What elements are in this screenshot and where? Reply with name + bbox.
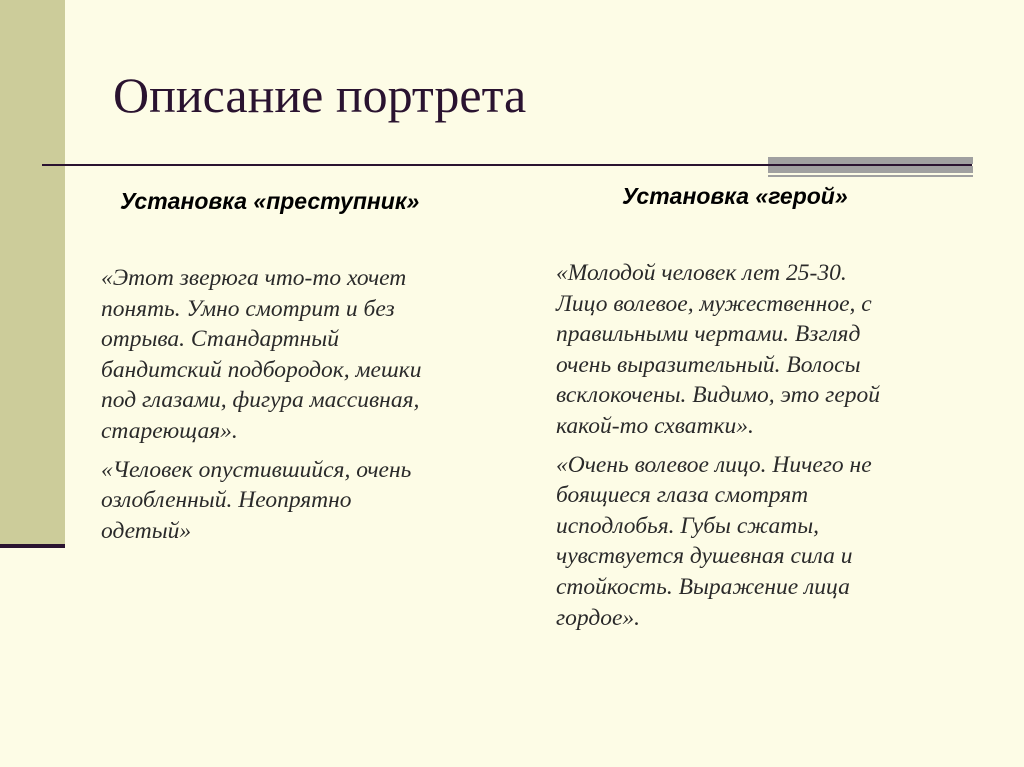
title-underline-accent: [768, 157, 973, 177]
right-column-paragraph: «Молодой человек лет 25-30. Лицо волевое, мужественное, с правильными чертами. Взгляд очень выразительный. Волосы всклокочены. Видимо, это герой какой-то схватки».: [556, 260, 881, 439]
slide-title: Описание портрета: [113, 67, 527, 123]
left-accent-bar: [0, 0, 65, 545]
right-column-heading: Установка «герой»: [622, 183, 848, 209]
right-column-paragraph: «Очень волевое лицо. Ничего не боящиеся глаза смотрят исподлобья. Губы сжаты, чувствуется душевная сила и стойкость. Выражение лица гордое».: [556, 451, 872, 631]
left-column-paragraph: «Человек опустившийся, очень озлобленный. Неопрятно одетый»: [101, 456, 412, 544]
left-accent-rule: [0, 544, 65, 548]
left-column: [101, 263, 508, 554]
left-column-paragraph: «Этот зверюга что-то хочет понять. Умно смотрит и без отрыва. Стандартный бандитский подбородок, мешки под глазами, фигура массивная, стареющая».: [101, 265, 422, 444]
left-column-heading: Установка «преступник»: [120, 188, 420, 214]
right-column: [556, 258, 964, 641]
